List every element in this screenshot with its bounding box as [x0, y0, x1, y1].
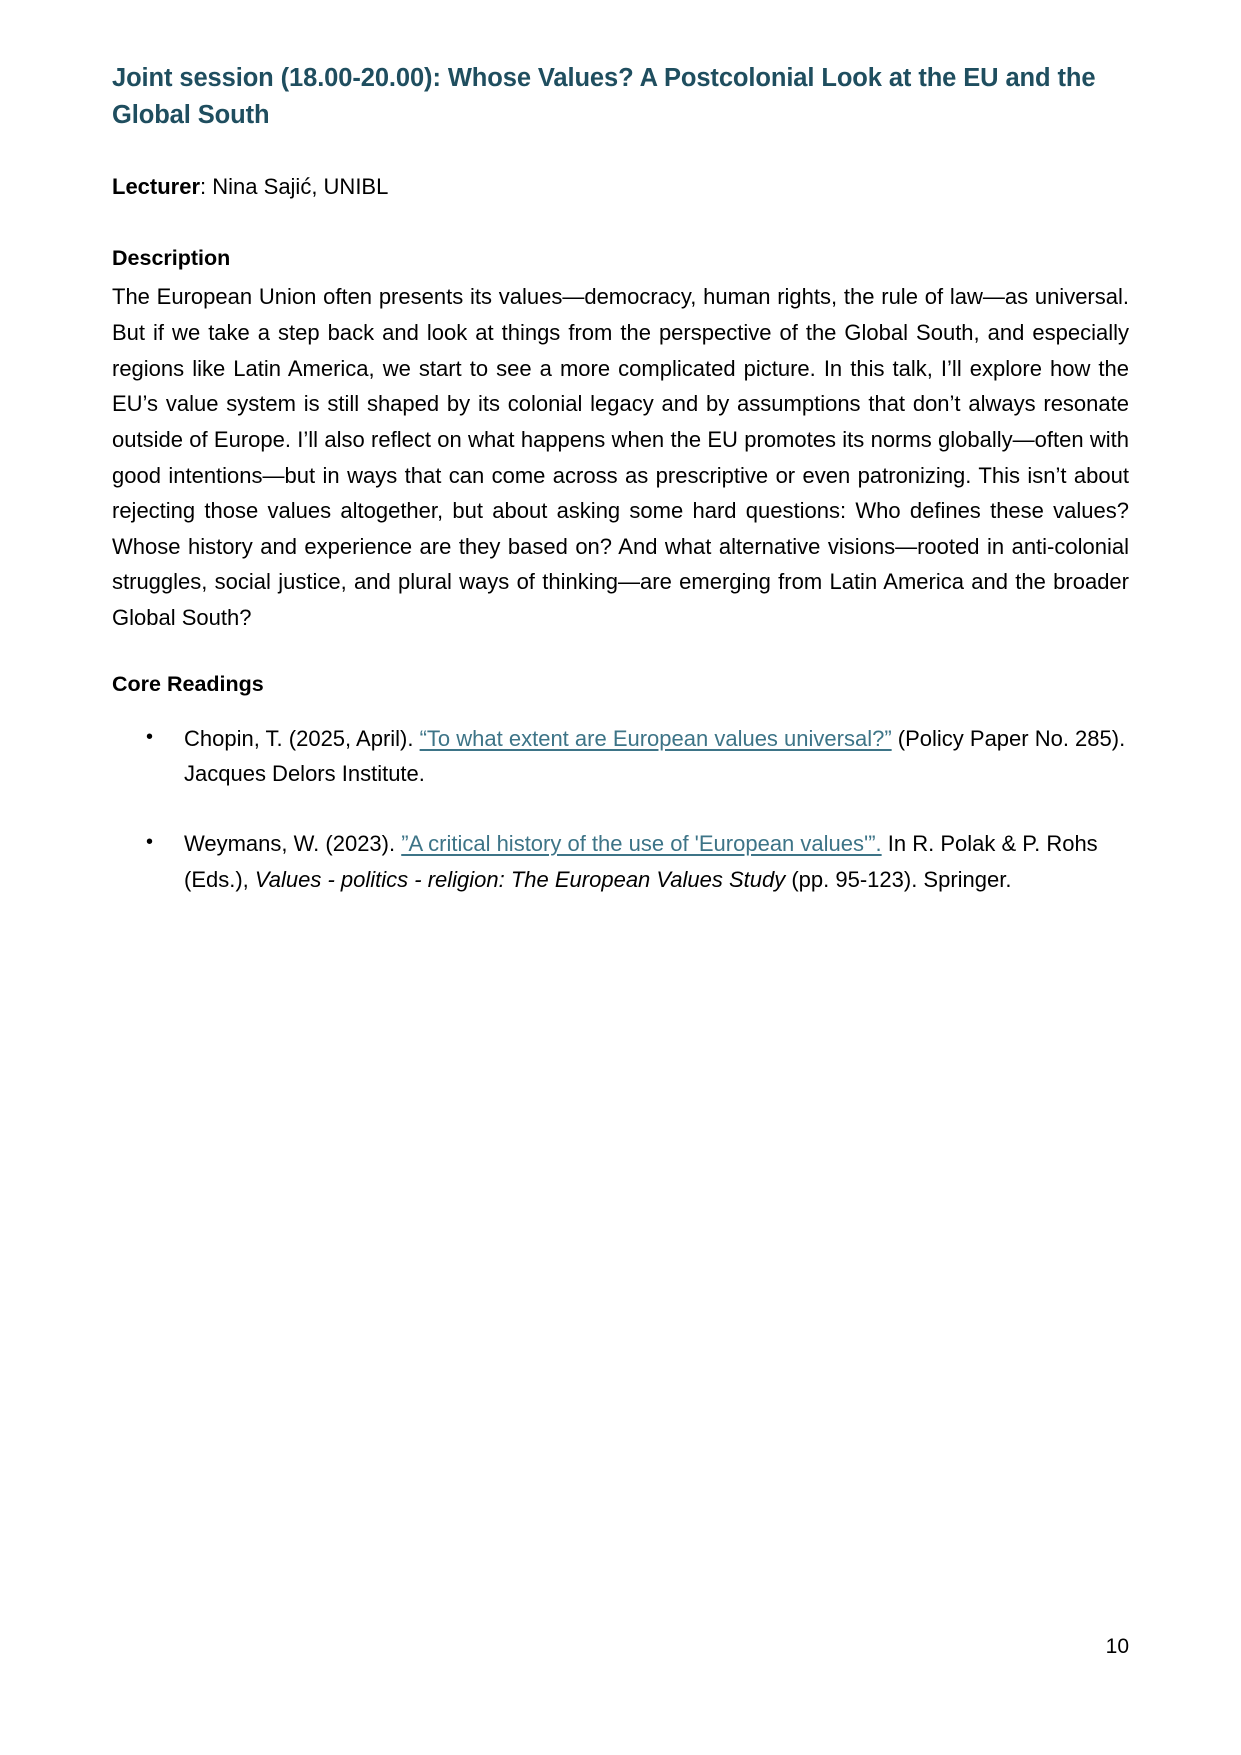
reading-prefix: Weymans, W. (2023).	[184, 831, 402, 857]
description-heading: Description	[112, 246, 231, 271]
page-content	[112, 60, 1129, 897]
page-title: Joint session (18.00-20.00): Whose Values? A Postcolonial Look at the EU and the Global South	[112, 64, 1096, 129]
description-paragraph: The European Union often presents its values—democracy, human rights, the rule of law—as universal. But if we take a step back and look at things from the perspective of the Global South, and especially regions like Latin America, we start to see a more complicated picture. In this talk, I’ll explore how the EU’s value system is still shaped by its colonial legacy and by assumptions that don’t always resonate outside of Europe. I’ll also reflect on what happens when the EU promotes its norms globally—often with good intentions—but in ways that can come across as prescriptive or even patronizing. This isn’t about rejecting those values altogether, but about asking some hard questions: Who defines these values? Whose history and experience are they based on? And what alternative visions—rooted in anti-colonial struggles, social justice, and plural ways of thinking—are emerging from Latin America and the broader Global South?	[112, 284, 1129, 631]
lecturer-line	[112, 171, 1129, 203]
bullet-glyph: •	[146, 831, 154, 854]
reading-link[interactable]: ”A critical history of the use of 'European values'”.	[401, 831, 882, 857]
lecturer-separator: :	[200, 174, 213, 200]
core-readings-list	[112, 721, 1129, 898]
reading-prefix: Chopin, T. (2025, April).	[184, 725, 420, 751]
reading-link[interactable]: “To what extent are European values universal?”	[419, 725, 892, 751]
bullet-glyph: •	[146, 725, 154, 748]
reading-suffix: In R. Polak & P. Rohs (Eds.),	[184, 831, 1098, 892]
lecturer-label: Lecturer	[112, 174, 201, 200]
page-number: 10	[1105, 1635, 1129, 1658]
list-item	[112, 721, 1129, 792]
reading-tail: (pp. 95-123). Springer.	[785, 866, 1012, 892]
reading-suffix: (Policy Paper No. 285). Jacques Delors Institute.	[184, 725, 1126, 787]
reading-italic-title: Values - politics - religion: The European Values Study	[254, 866, 786, 892]
lecturer-value: Nina Sajić, UNIBL	[212, 174, 389, 200]
list-item	[112, 826, 1129, 897]
core-readings-heading: Core Readings	[112, 671, 264, 696]
